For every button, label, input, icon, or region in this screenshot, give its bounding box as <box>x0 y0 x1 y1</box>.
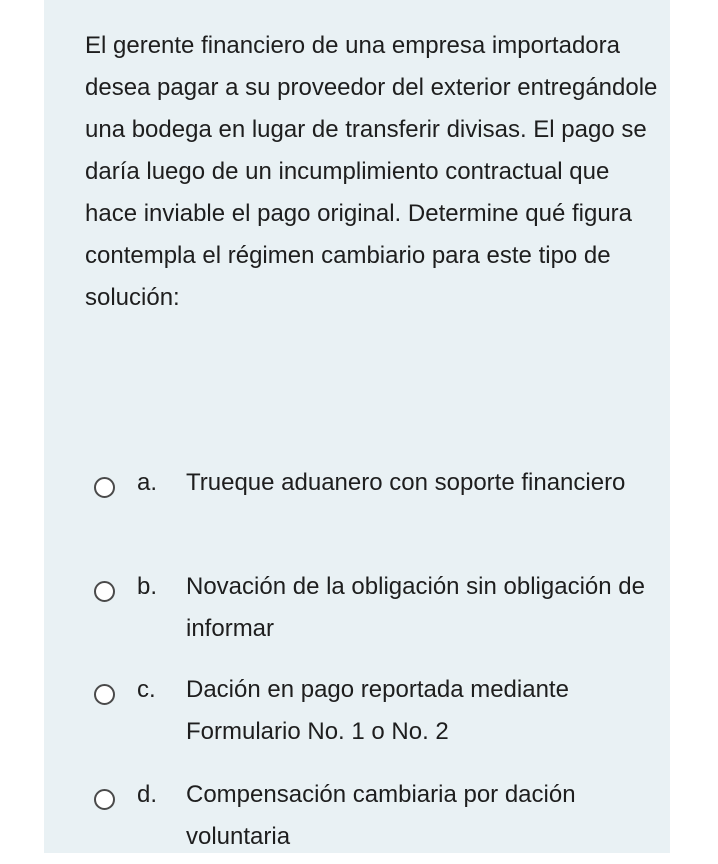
radio-button-a[interactable] <box>94 477 115 498</box>
option-a[interactable] <box>94 462 694 552</box>
option-c[interactable] <box>94 669 694 759</box>
option-a-label: Trueque aduanero con soporte financiero <box>186 469 626 496</box>
option-b-letter: b. <box>137 573 158 600</box>
option-b-label: Novación de la obligación sin obligación de informar <box>186 573 645 642</box>
option-d-label: Compensación cambiaria por dación voluntaria <box>186 781 576 850</box>
option-c-letter: c. <box>137 676 156 703</box>
radio-button-c[interactable] <box>94 684 115 705</box>
question-text: El gerente financiero de una empresa importadora desea pagar a su proveedor del exterior entregándole una bodega en lugar de transferir divisas. El pago se daría luego de un incumplimiento contractual que hace inviable el pago original. Determine qué figura contempla el régimen cambiario para este tipo de solución: <box>85 32 658 311</box>
option-d-letter: d. <box>137 781 158 808</box>
radio-button-d[interactable] <box>94 789 115 810</box>
option-b[interactable] <box>94 566 694 656</box>
radio-button-b[interactable] <box>94 581 115 602</box>
option-a-letter: a. <box>137 469 158 496</box>
option-d[interactable] <box>94 774 694 864</box>
option-c-label: Dación en pago reportada mediante Formulario No. 1 o No. 2 <box>186 676 569 745</box>
